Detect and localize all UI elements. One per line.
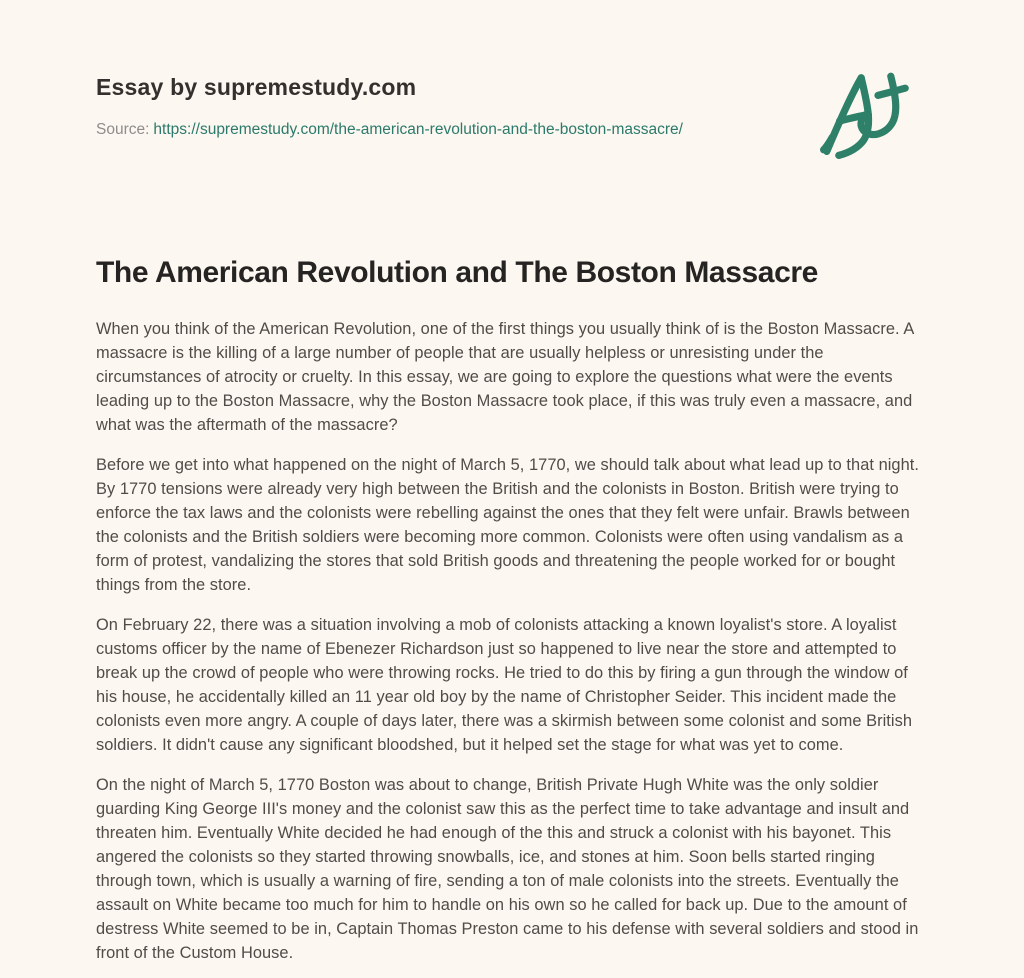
essay-title: The American Revolution and The Boston Massacre	[96, 256, 818, 289]
essay-paragraph-3: On February 22, there was a situation involving a mob of colonists attacking a known loyalist's store. A loyalist customs officer by the name of Ebenezer Richardson just so happened to live near the store and attempted to break up the crowd of people who were throwing rocks. He tried to do this by firing a gun through the window of his house, he accidentally killed an 11 year old boy by the name of Christopher Seider. This incident made the colonists even more angry. A couple of days later, there was a skirmish between some colonist and some British soldiers. It didn't cause any significant bloodshed, but it helped set the stage for what was yet to come.	[96, 616, 913, 754]
essay-body	[96, 317, 928, 965]
essay-content	[96, 255, 928, 965]
essay-paragraph-4: On the night of March 5, 1770 Boston was about to change, British Private Hugh White was the only soldier guarding King George III's money and the colonist saw this as the perfect time to take advantage and insult and threaten him. Eventually White decided he had enough of the this and struck a colonist with his bayonet. This angered the colonists so they started throwing snowballs, ice, and stones at him. Soon bells started ringing through town, which is usually a warning of fire, sending a ton of male colonists into the streets. Eventually the assault on White became too much for him to handle on his own so he called for back up. Due to the amount of destress White seemed to be in, Captain Thomas Preston came to his defense with several soldiers and stood in front of the Custom House.	[96, 776, 919, 962]
page-header	[96, 74, 928, 139]
essay-paragraph-2: Before we get into what happened on the night of March 5, 1770, we should talk about what lead up to that night. By 1770 tensions were already very high between the British and the colonists in Boston. British were trying to enforce the tax laws and the colonists were rebelling against the ones that they felt were unfair. Brawls between the colonists and the British soldiers were becoming more common. Colonists were often using vandalism as a form of protest, vandalizing the stores that sold British goods and threatening the people worked for or bought things from the store.	[96, 456, 919, 594]
source-url-link[interactable]: https://supremestudy.com/the-american-revolution-and-the-boston-massacre/	[153, 121, 683, 138]
source-label: Source:	[96, 121, 150, 138]
source-line	[96, 121, 928, 139]
site-title: Essay by supremestudy.com	[96, 74, 417, 100]
a-plus-grade-icon	[818, 153, 914, 170]
brand-logo	[818, 68, 914, 166]
essay-paragraph-1: When you think of the American Revolution, one of the first things you usually think of is the Boston Massacre. A massacre is the killing of a large number of people that are usually helpless or unresisting under the circumstances of atrocity or cruelty. In this essay, we are going to explore the questions what were the events leading up to the Boston Massacre, why the Boston Massacre took place, if this was truly even a massacre, and what was the aftermath of the massacre?	[96, 320, 914, 434]
